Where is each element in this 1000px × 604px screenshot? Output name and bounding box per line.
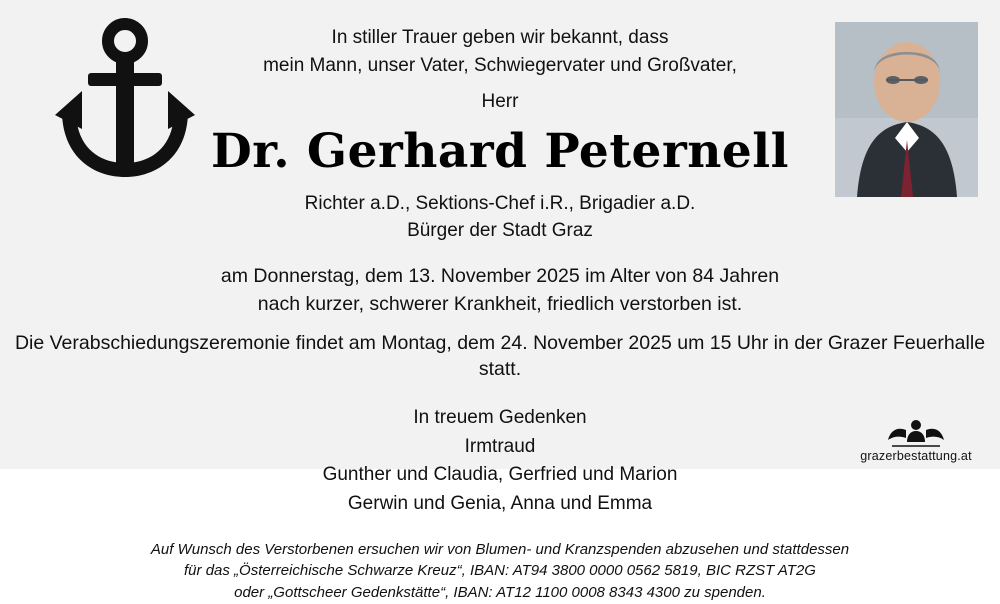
angel-logo-icon	[846, 414, 986, 448]
deceased-name: Dr. Gerhard Peternell	[211, 124, 789, 180]
brand-logo-text: grazerbestattung.at	[860, 449, 972, 463]
ceremony-line: Die Verabschiedungszeremonie findet am Montag, dem 24. November 2025 um 15 Uhr in der Grazer Feuerhalle statt.	[14, 332, 986, 380]
brand-logo[interactable]	[846, 414, 986, 463]
donation-line-3: oder „Gottscheer Gedenkstätte“, IBAN: AT12 1100 0008 8343 4300 zu spenden.	[234, 584, 766, 602]
intro-line-1: In stiller Trauer geben wir bekannt, dass	[331, 27, 669, 48]
death-line-1: am Donnerstag, dem 13. November 2025 im Alter von 84 Jahren	[220, 264, 780, 287]
mourner-line: Gerwin und Genia, Anna und Emma	[347, 492, 653, 514]
titles-line-2: Bürger der Stadt Graz	[407, 219, 593, 241]
donation-line-2: für das „Österreichische Schwarze Kreuz“, IBAN: AT94 3800 0000 0562 5819, BIC RZST AT2G	[184, 562, 816, 580]
mourner-line: Irmtraud	[464, 435, 536, 457]
death-line-2: nach kurzer, schwerer Krankheit, friedlich verstorben ist.	[257, 292, 743, 315]
remembrance-heading: In treuem Gedenken	[413, 406, 587, 428]
intro-line-2: mein Mann, unser Vater, Schwiegervater und Großvater,	[263, 54, 737, 76]
mourner-line: Gunther und Claudia, Gerfried und Marion	[322, 464, 678, 486]
salutation: Herr	[481, 91, 519, 113]
titles-line-1: Richter a.D., Sektions-Chef i.R., Brigadier a.D.	[304, 193, 696, 215]
donation-line-1: Auf Wunsch des Verstorbenen ersuchen wir von Blumen- und Kranzspenden abzusehen und stattdessen	[150, 540, 850, 558]
